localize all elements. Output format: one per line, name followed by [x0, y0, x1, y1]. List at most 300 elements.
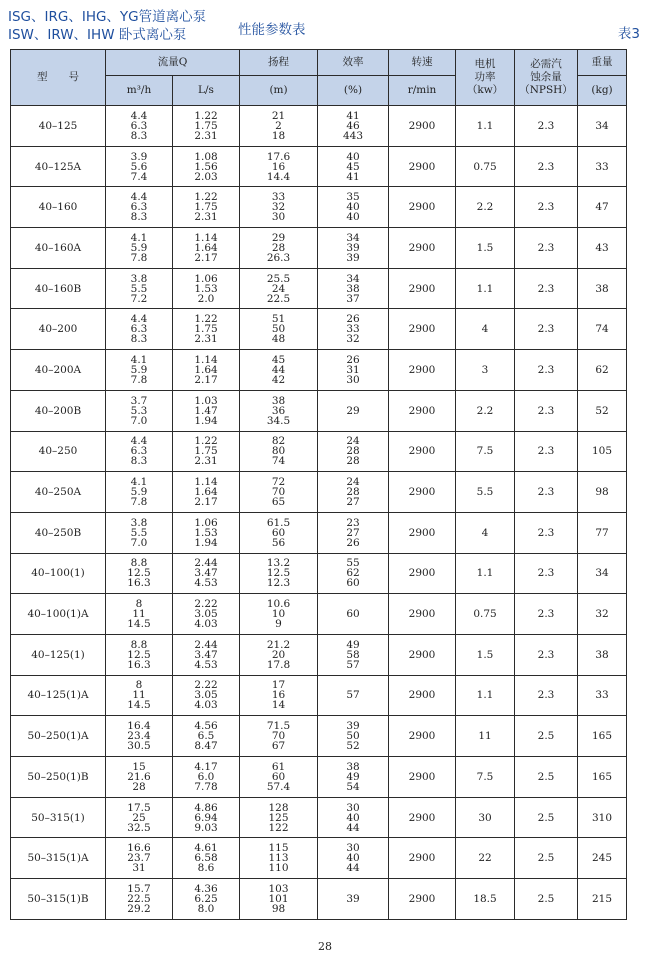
cell-weight: 33	[578, 146, 627, 187]
cell-efficiency-value: 27	[346, 496, 360, 509]
cell-model: 50–315(1)A	[11, 838, 106, 879]
cell-efficiency-value: 57	[346, 658, 360, 671]
cell-weight: 105	[578, 431, 627, 472]
cell-head-value: 61.5	[266, 516, 291, 529]
cell-efficiency-value: 33	[346, 323, 360, 336]
cell-head-value: 48	[271, 333, 286, 346]
cell-flow-m3h-value: 4.1	[130, 231, 148, 244]
cell-model: 50–315(1)B	[11, 879, 106, 920]
cell-flow-ls-value: 1.75	[194, 323, 218, 336]
series-title-line2: ISW、IRW、IHW 卧式离心泵	[8, 27, 187, 43]
cell-flow-ls-value: 2.31	[194, 455, 218, 468]
cell-efficiency	[318, 106, 389, 147]
cell-model: 40–200A	[11, 350, 106, 391]
series-title-line1: ISG、IRG、IHG、YG管道离心泵	[8, 9, 207, 25]
cell-flow-ls	[173, 309, 240, 350]
cell-npsh: 2.5	[515, 879, 578, 920]
cell-efficiency-value: 50	[346, 730, 360, 743]
table-row	[11, 228, 627, 269]
cell-flow-ls-value: 1.08	[194, 150, 218, 163]
cell-head-value: 61	[271, 760, 286, 773]
cell-npsh: 2.3	[515, 472, 578, 513]
cell-flow-m3h-value: 5.9	[130, 363, 148, 376]
cell-motor-power: 1.5	[456, 634, 515, 675]
cell-flow-m3h-value: 3.8	[130, 272, 148, 285]
cell-efficiency	[318, 512, 389, 553]
cell-flow-ls-value: 2.31	[194, 129, 218, 142]
cell-head-value: 14.4	[266, 170, 291, 183]
cell-flow-m3h-value: 28	[132, 780, 146, 793]
col-header-model: 型 号	[11, 50, 106, 106]
cell-head-value: 113	[268, 852, 289, 865]
cell-flow-m3h-value: 22.5	[127, 892, 151, 905]
cell-motor-power: 22	[456, 838, 515, 879]
cell-head-value: 21	[271, 109, 286, 122]
cell-flow-ls-value: 7.78	[194, 780, 218, 793]
cell-efficiency	[318, 553, 389, 594]
cell-flow-m3h-value: 4.4	[130, 109, 148, 122]
cell-efficiency-value: 39	[346, 251, 360, 264]
cell-head-value: 9	[275, 618, 282, 631]
cell-flow-ls-value: 6.0	[197, 770, 215, 783]
cell-head-value: 60	[271, 526, 286, 539]
cell-efficiency-value: 30	[346, 373, 360, 386]
cell-speed: 2900	[389, 472, 456, 513]
cell-flow-m3h-value: 6.3	[130, 323, 148, 336]
cell-weight: 52	[578, 390, 627, 431]
cell-flow-m3h-value: 3.9	[130, 150, 148, 163]
cell-efficiency	[318, 390, 389, 431]
cell-motor-power: 4	[456, 512, 515, 553]
cell-npsh: 2.3	[515, 390, 578, 431]
cell-head-value: 82	[271, 435, 286, 448]
cell-efficiency-value: 46	[346, 119, 360, 132]
cell-weight: 74	[578, 309, 627, 350]
cell-npsh: 2.3	[515, 594, 578, 635]
cell-head	[240, 797, 318, 838]
table-row	[11, 472, 627, 513]
cell-flow-m3h-value: 4.4	[130, 435, 148, 448]
cell-efficiency-value: 23	[346, 516, 360, 529]
cell-flow-ls-value: 1.47	[194, 404, 218, 417]
cell-flow-m3h-value: 11	[132, 689, 146, 702]
cell-weight: 33	[578, 675, 627, 716]
cell-flow-m3h-value: 16.4	[127, 720, 151, 733]
cell-speed: 2900	[389, 228, 456, 269]
cell-flow-m3h	[106, 634, 173, 675]
cell-flow-m3h-value: 21.6	[127, 770, 151, 783]
cell-flow-ls-value: 6.25	[194, 892, 218, 905]
cell-flow-m3h-value: 7.8	[130, 496, 148, 509]
cell-flow-ls	[173, 634, 240, 675]
cell-head-value: 12.3	[266, 577, 291, 590]
cell-head-value: 74	[271, 455, 286, 468]
cell-flow-ls-value: 2.17	[194, 373, 218, 386]
cell-speed: 2900	[389, 797, 456, 838]
cell-efficiency-value: 32	[346, 333, 360, 346]
cell-head-value: 125	[268, 811, 289, 824]
cell-flow-ls	[173, 146, 240, 187]
col-header-efficiency-unit: (%)	[318, 76, 389, 106]
cell-flow-m3h-value: 23.7	[127, 852, 151, 865]
cell-weight: 38	[578, 268, 627, 309]
col-header-weight: 重量	[578, 50, 627, 76]
cell-head	[240, 268, 318, 309]
cell-flow-ls	[173, 716, 240, 757]
cell-npsh: 2.3	[515, 187, 578, 228]
cell-flow-m3h-value: 8.8	[130, 557, 148, 570]
cell-flow-ls	[173, 350, 240, 391]
cell-head-value: 21.2	[266, 638, 291, 651]
cell-head-value: 51	[271, 313, 286, 326]
cell-head-value: 17.6	[266, 150, 291, 163]
cell-flow-ls-value: 8.47	[194, 740, 218, 753]
cell-flow-ls-value: 4.17	[194, 760, 218, 773]
cell-speed: 2900	[389, 716, 456, 757]
cell-motor-power: 0.75	[456, 594, 515, 635]
cell-head-value: 70	[271, 730, 286, 743]
cell-flow-ls-value: 1.22	[194, 191, 218, 204]
cell-weight: 62	[578, 350, 627, 391]
cell-flow-m3h	[106, 350, 173, 391]
cell-head-value: 98	[271, 902, 286, 915]
cell-flow-m3h-value: 4.4	[130, 313, 148, 326]
cell-flow-ls	[173, 187, 240, 228]
cell-efficiency-value: 40	[346, 201, 360, 214]
cell-head-value: 33	[271, 191, 286, 204]
cell-efficiency-value: 41	[346, 109, 360, 122]
cell-weight: 77	[578, 512, 627, 553]
cell-flow-m3h-value: 16.3	[127, 577, 151, 590]
page-number: 28	[318, 940, 332, 953]
cell-flow-ls-value: 1.64	[194, 486, 218, 499]
cell-motor-power: 1.1	[456, 106, 515, 147]
cell-head-value: 56	[271, 536, 286, 549]
cell-efficiency	[318, 472, 389, 513]
cell-flow-ls-value: 6.94	[194, 811, 218, 824]
cell-head	[240, 350, 318, 391]
cell-head-value: 20	[271, 648, 286, 661]
cell-weight: 245	[578, 838, 627, 879]
cell-model: 40–125(1)	[11, 634, 106, 675]
cell-head-value: 80	[271, 445, 286, 458]
cell-speed: 2900	[389, 757, 456, 798]
cell-motor-power: 4	[456, 309, 515, 350]
cell-model: 40–100(1)	[11, 553, 106, 594]
cell-flow-ls-value: 2.17	[194, 251, 218, 264]
cell-npsh: 2.3	[515, 350, 578, 391]
cell-flow-ls-value: 1.64	[194, 241, 218, 254]
col-header-head: 扬程	[240, 50, 318, 76]
cell-head-value: 16	[271, 160, 286, 173]
cell-head-value: 60	[271, 770, 286, 783]
cell-flow-ls-value: 4.53	[194, 658, 218, 671]
cell-efficiency-value: 28	[346, 486, 360, 499]
cell-efficiency	[318, 594, 389, 635]
cell-head	[240, 309, 318, 350]
cell-flow-ls	[173, 472, 240, 513]
cell-weight: 310	[578, 797, 627, 838]
cell-efficiency-value: 40	[346, 150, 360, 163]
cell-head-value: 50	[271, 323, 286, 336]
col-header-motor-power: 电机 功率 （kw）	[456, 50, 515, 106]
cell-flow-m3h-value: 5.9	[130, 241, 148, 254]
cell-flow-ls-value: 1.75	[194, 119, 218, 132]
cell-head-value: 128	[268, 801, 289, 814]
cell-head	[240, 879, 318, 920]
cell-flow-ls-value: 1.75	[194, 445, 218, 458]
cell-flow-m3h-value: 7.2	[130, 292, 148, 305]
cell-head-value: 101	[268, 892, 289, 905]
cell-efficiency-value: 57	[346, 689, 360, 702]
cell-head-value: 103	[268, 882, 289, 895]
cell-npsh: 2.5	[515, 797, 578, 838]
table-row	[11, 309, 627, 350]
cell-weight: 38	[578, 634, 627, 675]
table-row	[11, 431, 627, 472]
cell-efficiency-value: 29	[346, 404, 360, 417]
table-row	[11, 512, 627, 553]
cell-flow-ls-value: 1.06	[194, 516, 218, 529]
cell-flow-m3h	[106, 228, 173, 269]
table-row	[11, 757, 627, 798]
cell-head-value: 17.8	[266, 658, 291, 671]
cell-flow-ls	[173, 268, 240, 309]
cell-speed: 2900	[389, 146, 456, 187]
cell-head-value: 72	[271, 476, 286, 489]
cell-efficiency-value: 62	[346, 567, 360, 580]
cell-flow-ls-value: 1.14	[194, 353, 218, 366]
cell-flow-m3h-value: 29.2	[127, 902, 151, 915]
cell-flow-m3h-value: 4.1	[130, 476, 148, 489]
cell-head-value: 12.5	[266, 567, 291, 580]
cell-flow-ls-value: 2.44	[194, 638, 218, 651]
cell-model: 40–200B	[11, 390, 106, 431]
cell-head-value: 65	[271, 496, 286, 509]
cell-efficiency-value: 41	[346, 170, 360, 183]
cell-efficiency-value: 34	[346, 231, 360, 244]
cell-head-value: 10.6	[266, 598, 291, 611]
cell-motor-power: 5.5	[456, 472, 515, 513]
cell-efficiency-value: 30	[346, 842, 360, 855]
cell-speed: 2900	[389, 512, 456, 553]
cell-model: 50–250(1)B	[11, 757, 106, 798]
cell-flow-m3h-value: 15	[132, 760, 146, 773]
cell-flow-ls	[173, 757, 240, 798]
cell-flow-ls-value: 1.22	[194, 435, 218, 448]
cell-head-value: 110	[268, 862, 289, 875]
cell-flow-ls	[173, 879, 240, 920]
cell-flow-m3h-value: 4.4	[130, 191, 148, 204]
cell-flow-m3h-value: 5.5	[130, 526, 148, 539]
cell-flow-m3h-value: 4.1	[130, 353, 148, 366]
cell-flow-ls-value: 2.31	[194, 333, 218, 346]
cell-flow-m3h	[106, 268, 173, 309]
cell-flow-ls-value: 1.03	[194, 394, 218, 407]
cell-speed: 2900	[389, 594, 456, 635]
cell-flow-ls-value: 1.22	[194, 109, 218, 122]
cell-head	[240, 187, 318, 228]
cell-speed: 2900	[389, 187, 456, 228]
cell-flow-m3h	[106, 106, 173, 147]
col-header-flow-m3h: m³/h	[106, 76, 173, 106]
cell-head-value: 18	[271, 129, 286, 142]
cell-flow-m3h-value: 8.3	[130, 455, 148, 468]
table-row	[11, 838, 627, 879]
table-row	[11, 675, 627, 716]
cell-head	[240, 146, 318, 187]
cell-efficiency-value: 54	[346, 780, 360, 793]
cell-efficiency-value: 30	[346, 801, 360, 814]
cell-flow-ls-value: 2.22	[194, 679, 218, 692]
cell-speed: 2900	[389, 390, 456, 431]
cell-motor-power: 0.75	[456, 146, 515, 187]
cell-head-value: 71.5	[266, 720, 291, 733]
cell-weight: 34	[578, 553, 627, 594]
cell-flow-m3h-value: 6.3	[130, 445, 148, 458]
cell-motor-power: 30	[456, 797, 515, 838]
cell-flow-m3h	[106, 309, 173, 350]
cell-flow-ls-value: 3.47	[194, 648, 218, 661]
cell-flow-m3h-value: 6.3	[130, 119, 148, 132]
cell-efficiency	[318, 268, 389, 309]
table-number: 表3	[617, 26, 640, 42]
cell-head-value: 22.5	[266, 292, 291, 305]
table-row	[11, 716, 627, 757]
cell-flow-m3h-value: 7.0	[130, 414, 148, 427]
col-header-flow: 流量Q	[106, 50, 240, 76]
table-row	[11, 553, 627, 594]
cell-flow-ls-value: 3.05	[194, 689, 218, 702]
cell-flow-ls	[173, 512, 240, 553]
cell-efficiency-value: 443	[342, 129, 364, 142]
cell-model: 40–160A	[11, 228, 106, 269]
col-header-speed-unit: r/min	[389, 76, 456, 106]
cell-npsh: 2.3	[515, 268, 578, 309]
cell-head	[240, 431, 318, 472]
cell-flow-m3h	[106, 838, 173, 879]
cell-npsh: 2.3	[515, 106, 578, 147]
cell-model: 40–125(1)A	[11, 675, 106, 716]
cell-motor-power: 11	[456, 716, 515, 757]
cell-flow-m3h-value: 17.5	[127, 801, 151, 814]
cell-npsh: 2.5	[515, 838, 578, 879]
performance-table	[10, 49, 627, 920]
cell-efficiency-value: 58	[346, 648, 360, 661]
cell-model: 40–250	[11, 431, 106, 472]
cell-efficiency-value: 49	[346, 638, 360, 651]
cell-npsh: 2.3	[515, 675, 578, 716]
cell-npsh: 2.3	[515, 431, 578, 472]
cell-flow-m3h-value: 7.8	[130, 373, 148, 386]
cell-flow-ls-value: 9.03	[194, 821, 218, 834]
cell-head-value: 17	[271, 679, 286, 692]
cell-flow-ls-value: 6.5	[197, 730, 215, 743]
cell-model: 40–125	[11, 106, 106, 147]
cell-flow-m3h-value: 15.7	[127, 882, 151, 895]
cell-head-value: 42	[271, 373, 286, 386]
cell-flow-ls-value: 1.14	[194, 231, 218, 244]
cell-npsh: 2.3	[515, 228, 578, 269]
cell-speed: 2900	[389, 675, 456, 716]
cell-efficiency-value: 31	[346, 363, 360, 376]
cell-flow-m3h-value: 16.3	[127, 658, 151, 671]
cell-flow-ls	[173, 553, 240, 594]
cell-efficiency-value: 39	[346, 241, 360, 254]
cell-flow-m3h-value: 14.5	[127, 618, 151, 631]
cell-flow-m3h-value: 30.5	[127, 740, 151, 753]
cell-head-value: 70	[271, 486, 286, 499]
cell-npsh: 2.5	[515, 757, 578, 798]
cell-flow-ls-value: 3.05	[194, 608, 218, 621]
cell-flow-ls	[173, 228, 240, 269]
table-row	[11, 146, 627, 187]
col-header-head-unit: (m)	[240, 76, 318, 106]
cell-head	[240, 757, 318, 798]
cell-flow-m3h-value: 5.3	[130, 404, 148, 417]
cell-efficiency-value: 55	[346, 557, 360, 570]
cell-head	[240, 512, 318, 553]
cell-speed: 2900	[389, 350, 456, 391]
cell-flow-ls-value: 1.53	[194, 526, 218, 539]
cell-flow-ls-value: 1.94	[194, 414, 218, 427]
cell-head-value: 16	[271, 689, 286, 702]
cell-model: 50–315(1)	[11, 797, 106, 838]
cell-motor-power: 1.1	[456, 553, 515, 594]
table-row	[11, 634, 627, 675]
cell-flow-ls-value: 2.31	[194, 211, 218, 224]
cell-model: 50–250(1)A	[11, 716, 106, 757]
cell-efficiency	[318, 879, 389, 920]
cell-flow-m3h-value: 6.3	[130, 201, 148, 214]
cell-flow-ls-value: 4.03	[194, 618, 218, 631]
cell-flow-ls-value: 8.0	[197, 902, 215, 915]
cell-flow-ls	[173, 106, 240, 147]
cell-flow-m3h	[106, 675, 173, 716]
cell-flow-ls	[173, 797, 240, 838]
cell-head-value: 38	[271, 394, 286, 407]
table-row	[11, 268, 627, 309]
table-row	[11, 594, 627, 635]
cell-flow-m3h-value: 25	[132, 811, 146, 824]
cell-npsh: 2.3	[515, 309, 578, 350]
cell-flow-m3h	[106, 512, 173, 553]
col-header-efficiency: 效率	[318, 50, 389, 76]
cell-efficiency-value: 40	[346, 852, 360, 865]
cell-flow-m3h-value: 8.8	[130, 638, 148, 651]
table-row	[11, 797, 627, 838]
cell-flow-ls-value: 4.53	[194, 577, 218, 590]
cell-weight: 215	[578, 879, 627, 920]
cell-speed: 2900	[389, 553, 456, 594]
cell-flow-ls-value: 4.36	[194, 882, 218, 895]
cell-head	[240, 838, 318, 879]
cell-head-value: 32	[271, 201, 286, 214]
cell-efficiency-value: 45	[346, 160, 360, 173]
cell-flow-ls-value: 3.47	[194, 567, 218, 580]
cell-efficiency	[318, 757, 389, 798]
cell-flow-ls-value: 1.94	[194, 536, 218, 549]
cell-flow-ls-value: 1.64	[194, 363, 218, 376]
cell-flow-m3h-value: 11	[132, 608, 146, 621]
cell-efficiency-value: 44	[346, 862, 360, 875]
cell-speed: 2900	[389, 634, 456, 675]
cell-efficiency-value: 35	[346, 191, 360, 204]
cell-flow-m3h	[106, 879, 173, 920]
cell-flow-m3h-value: 3.8	[130, 516, 148, 529]
cell-flow-ls-value: 6.58	[194, 852, 218, 865]
cell-head	[240, 390, 318, 431]
